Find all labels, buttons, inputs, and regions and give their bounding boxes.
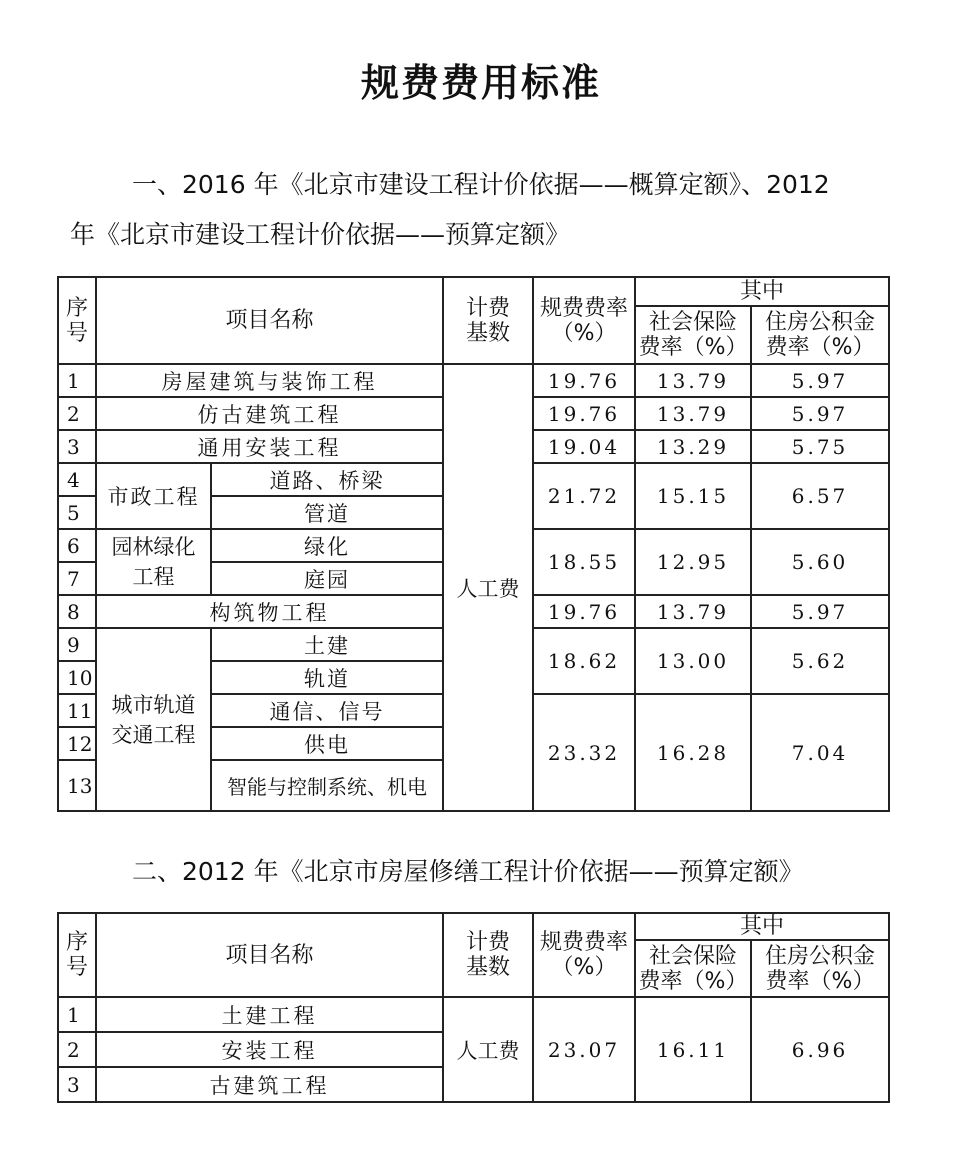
row-number: 12 — [58, 727, 96, 760]
item-name: 古建筑工程 — [96, 1067, 443, 1102]
header-basis: 计费 基数 — [443, 913, 533, 997]
fee-rate: 18.55 — [533, 529, 635, 595]
row-number: 1 — [58, 997, 96, 1032]
fee-rate: 19.76 — [533, 364, 635, 397]
housing-fund-rate: 6.57 — [751, 463, 889, 529]
fee-rate: 19.76 — [533, 595, 635, 628]
group-municipal: 市政工程 — [96, 463, 211, 529]
group-landscape: 园林绿化 工程 — [96, 529, 211, 595]
row-number: 3 — [58, 1067, 96, 1102]
row-number: 8 — [58, 595, 96, 628]
item-name: 道路、桥梁 — [211, 463, 443, 496]
row-number: 4 — [58, 463, 96, 496]
item-name: 房屋建筑与装饰工程 — [96, 364, 443, 397]
fee-rate: 23.07 — [533, 997, 635, 1102]
row-number: 13 — [58, 760, 96, 811]
housing-fund-rate: 5.97 — [751, 364, 889, 397]
social-insurance-rate: 12.95 — [635, 529, 751, 595]
header-of-which: 其中 — [635, 913, 889, 940]
header-fee-rate: 规费费率 （%） — [533, 913, 635, 997]
row-number: 11 — [58, 694, 96, 727]
social-insurance-rate: 13.29 — [635, 430, 751, 463]
fee-rate: 23.32 — [533, 694, 635, 811]
item-name: 轨道 — [211, 661, 443, 694]
row-number: 6 — [58, 529, 96, 562]
item-name: 土建工程 — [96, 997, 443, 1032]
housing-fund-rate: 5.75 — [751, 430, 889, 463]
fee-rate: 18.62 — [533, 628, 635, 694]
housing-fund-rate: 6.96 — [751, 997, 889, 1102]
header-fee-rate: 规费费率 （%） — [533, 277, 635, 364]
social-insurance-rate: 13.79 — [635, 364, 751, 397]
header-seq: 序 号 — [58, 277, 96, 364]
social-insurance-rate: 16.11 — [635, 997, 751, 1102]
header-social-insurance: 社会保险 费率（%） — [635, 306, 751, 364]
header-item-name: 项目名称 — [96, 277, 443, 364]
header-seq: 序 号 — [58, 913, 96, 997]
header-of-which: 其中 — [635, 277, 889, 306]
fee-basis: 人工费 — [443, 364, 533, 811]
fee-basis: 人工费 — [443, 997, 533, 1102]
housing-fund-rate: 5.97 — [751, 397, 889, 430]
item-name: 绿化 — [211, 529, 443, 562]
social-insurance-rate: 13.00 — [635, 628, 751, 694]
header-basis: 计费 基数 — [443, 277, 533, 364]
row-number: 5 — [58, 496, 96, 529]
social-insurance-rate: 15.15 — [635, 463, 751, 529]
item-name: 庭园 — [211, 562, 443, 595]
housing-fund-rate: 7.04 — [751, 694, 889, 811]
row-number: 2 — [58, 1032, 96, 1067]
item-name: 土建 — [211, 628, 443, 661]
fee-rate: 21.72 — [533, 463, 635, 529]
section1-heading-line1: 一、2016 年《北京市建设工程计价依据——概算定额》、2012 — [132, 170, 830, 199]
social-insurance-rate: 13.79 — [635, 595, 751, 628]
housing-fund-rate: 5.60 — [751, 529, 889, 595]
item-name: 安装工程 — [96, 1032, 443, 1067]
item-name: 通用安装工程 — [96, 430, 443, 463]
row-number: 3 — [58, 430, 96, 463]
page-title: 规费费用标准 — [360, 60, 601, 105]
section2-heading: 二、2012 年《北京市房屋修缮工程计价依据——预算定额》 — [132, 857, 804, 886]
row-number: 10 — [58, 661, 96, 694]
fee-table-1 — [57, 276, 890, 812]
header-housing-fund: 住房公积金 费率（%） — [751, 306, 889, 364]
item-name: 智能与控制系统、机电 — [211, 760, 443, 811]
housing-fund-rate: 5.97 — [751, 595, 889, 628]
header-item-name: 项目名称 — [96, 913, 443, 997]
group-urban-rail-transit: 城市轨道 交通工程 — [96, 628, 211, 811]
fee-table-2 — [57, 912, 890, 1103]
social-insurance-rate: 13.79 — [635, 397, 751, 430]
fee-rate: 19.76 — [533, 397, 635, 430]
fee-rate: 19.04 — [533, 430, 635, 463]
item-name: 通信、信号 — [211, 694, 443, 727]
item-name: 供电 — [211, 727, 443, 760]
social-insurance-rate: 16.28 — [635, 694, 751, 811]
housing-fund-rate: 5.62 — [751, 628, 889, 694]
section1-heading-line2: 年《北京市建设工程计价依据——预算定额》 — [70, 220, 571, 249]
row-number: 7 — [58, 562, 96, 595]
row-number: 9 — [58, 628, 96, 661]
item-name: 管道 — [211, 496, 443, 529]
item-name: 仿古建筑工程 — [96, 397, 443, 430]
header-social-insurance: 社会保险 费率（%） — [635, 940, 751, 997]
header-housing-fund: 住房公积金 费率（%） — [751, 940, 889, 997]
row-number: 1 — [58, 364, 96, 397]
row-number: 2 — [58, 397, 96, 430]
item-name: 构筑物工程 — [96, 595, 443, 628]
